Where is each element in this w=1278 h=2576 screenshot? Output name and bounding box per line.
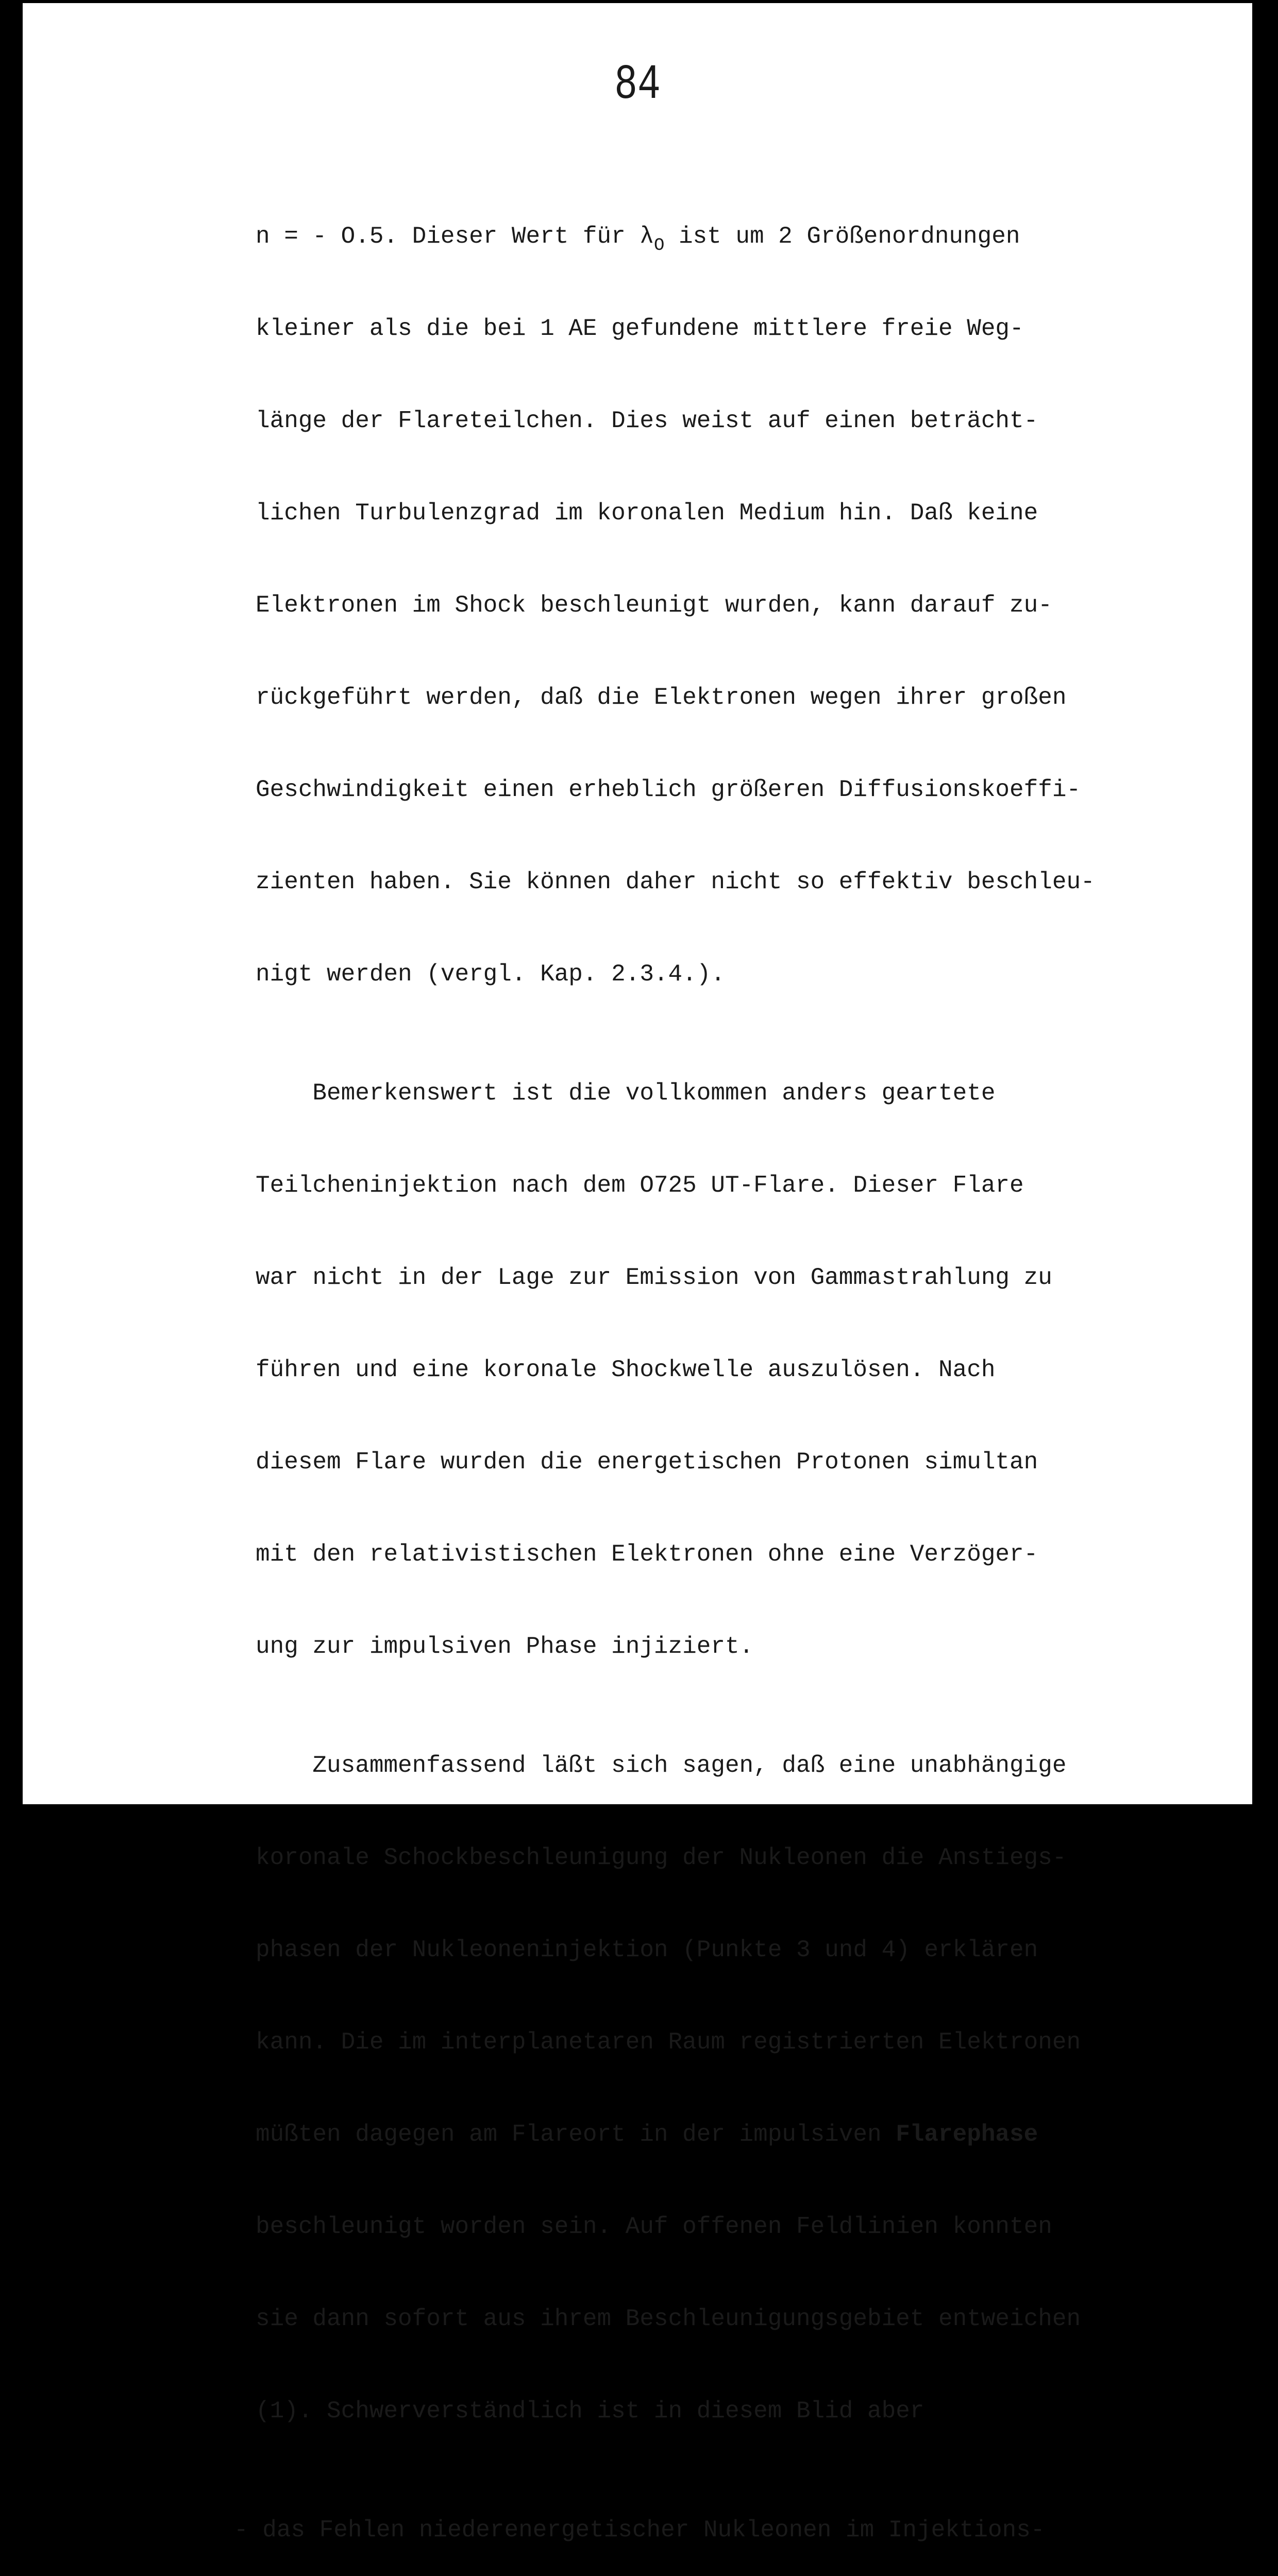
text-line: rückgeführt werden, daß die Elektronen wegen ihrer großen [256, 684, 1067, 711]
text-line: kann. Die im interplanetaren Raum registrierten Elektronen [256, 2029, 1081, 2056]
text-line: Zusammenfassend läßt sich sagen, daß eine unabhängige [256, 1752, 1067, 1779]
text-line: Elektronen im Shock beschleunigt wurden, kann darauf zu- [256, 592, 1052, 619]
text-line: zienten haben. Sie können daher nicht so effektiv beschleu- [256, 869, 1095, 895]
text-line: sie dann sofort aus ihrem Beschleunigungsgebiet entweichen [256, 2306, 1081, 2332]
text-segment: müßten dagegen am Flareort in der impulsiven [256, 2121, 896, 2148]
subscript: O [653, 236, 665, 256]
text-segment: n = - O.5. Dieser Wert für λ [256, 223, 654, 250]
text-line: Geschwindigkeit einen erheblich größeren Diffusionskoeffi- [256, 776, 1081, 803]
text-line: kleiner als die bei 1 AE gefundene mittlere freie Weg- [256, 315, 1024, 342]
text-line: beschleunigt worden sein. Auf offenen Feldlinien konnten [256, 2213, 1052, 2240]
text-line [256, 2115, 1193, 2154]
text-line: Bemerkenswert ist die vollkommen anders geartete [256, 1080, 996, 1107]
text-line: phasen der Nukleoneninjektion (Punkte 3 und 4) erklären [256, 1937, 1038, 1963]
text-line: (1). Schwerverständlich ist in diesem Blid aber [256, 2398, 924, 2425]
text-line: Teilcheninjektion nach dem O725 UT-Flare. Dieser Flare [256, 1172, 1024, 1199]
text-line: länge der Flareteilchen. Dies weist auf einen beträcht- [256, 408, 1038, 434]
text-line: nigt werden (vergl. Kap. 2.3.4.). [256, 961, 725, 988]
bullet-line: - das Fehlen niederenergetischer Nukleonen im Injektions- [234, 2517, 1045, 2544]
text-line: lichen Turbulenzgrad im koronalen Medium hin. Daß keine [256, 500, 1038, 527]
text-line: führen und eine koronale Shockwelle auszulösen. Nach [256, 1357, 996, 1383]
text-line: war nicht in der Lage zur Emission von Gammastrahlung zu [256, 1264, 1052, 1291]
page-number: 84 [614, 57, 661, 113]
text-line: ung zur impulsiven Phase injiziert. [256, 1633, 754, 1660]
text-line [256, 217, 1193, 256]
text-line: diesem Flare wurden die energetischen Protonen simultan [256, 1449, 1038, 1476]
text-segment: ist um 2 Größenordnungen [664, 223, 1020, 250]
body-text [234, 164, 1193, 2576]
bold-text-segment: Flarephase [896, 2121, 1038, 2148]
text-line: koronale Schockbeschleunigung der Nukleonen die Anstiegs- [256, 1844, 1067, 1871]
document-page [23, 3, 1252, 2544]
text-line: mit den relativistischen Elektronen ohne eine Verzöger- [256, 1541, 1038, 1568]
